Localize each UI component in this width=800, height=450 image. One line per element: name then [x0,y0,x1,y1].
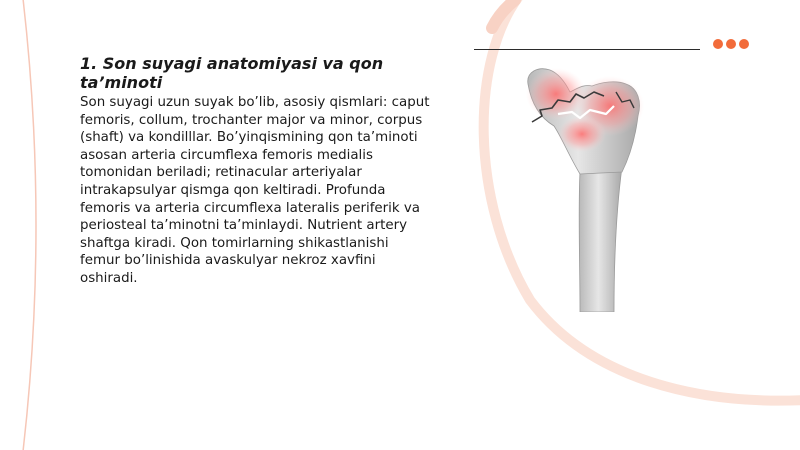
femur-shaft [579,167,622,312]
left-arc [22,0,36,450]
slide-body: Son suyagi uzun suyak bo’lib, asosiy qismlari: caput femoris, collum, trochanter major va minor, corpus (shaft) va kondilllar. Bo’yinqismining qon ta’minoti asosan arteria circumflexa femoris medialis tomonidan beriladi; retinacular arteriyalar intrakapsulyar qismga qon keltiradi. Profunda femoris va arteria circumflexa lateralis periferik va periosteal ta’minotni ta’minlaydi. Nutrient artery shaftga kiradi. Qon tomirlarning shikastlanishi femur bo’linishida avaskulyar nekroz xavfini oshiradi. [80,95,430,286]
dot-icon [726,39,736,49]
dot-icon [713,39,723,49]
femur-fracture-illustration-icon [518,62,658,312]
dot-icon [739,39,749,49]
decorative-dots [713,39,749,50]
slide-title: 1. Son suyagi anatomiyasi va qon ta’minoti [80,54,384,92]
header-rule [474,49,700,50]
